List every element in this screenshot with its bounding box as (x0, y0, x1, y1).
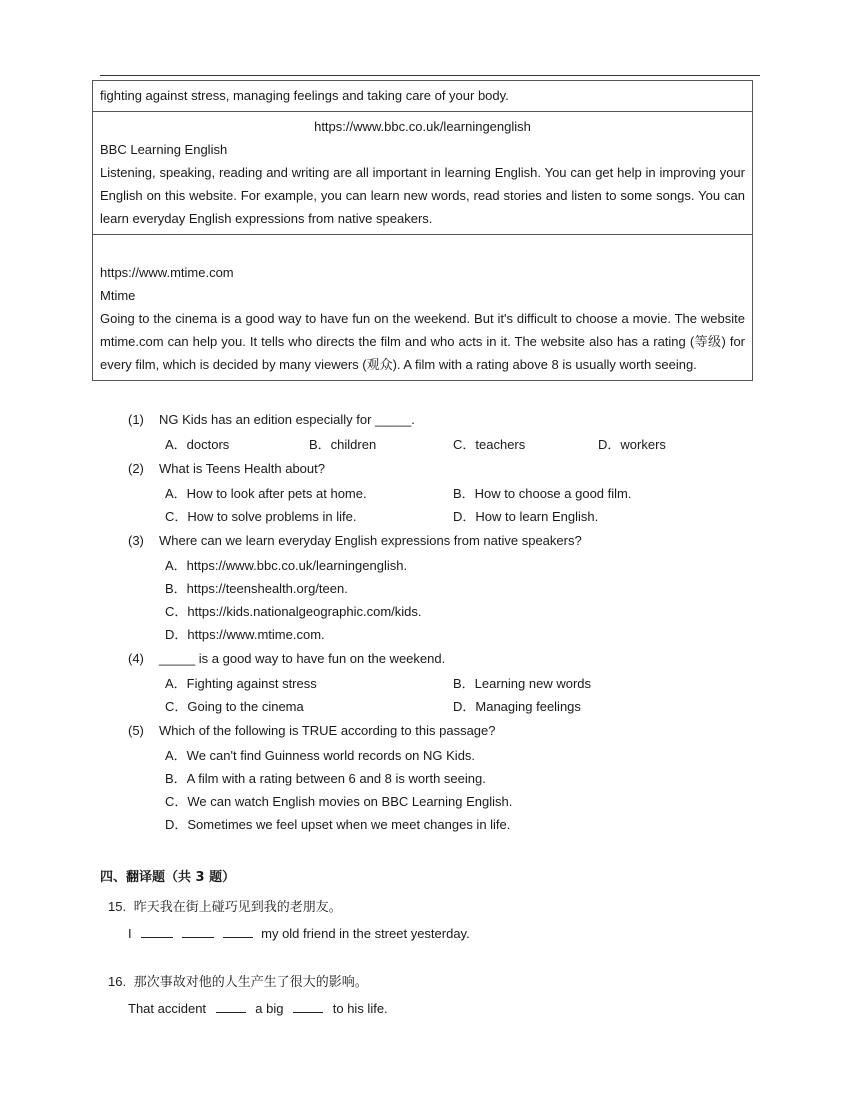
answer-blank[interactable] (223, 925, 253, 938)
question-number: (1) (128, 412, 144, 427)
option-5a[interactable]: A．We can't find Guinness world records on NG Kids. (165, 748, 476, 763)
option-3a[interactable]: A．https://www.bbc.co.uk/learningenglish. (165, 558, 408, 573)
option-4b[interactable]: B．Learning new words (453, 676, 592, 691)
question-number: (2) (128, 461, 144, 476)
sentence-part: a big (255, 1001, 284, 1016)
question-text: _____ is a good way to have fun on the weekend. (159, 651, 446, 666)
mtime-name: Mtime (100, 288, 136, 303)
question-text: Where can we learn everyday English expressions from native speakers? (159, 533, 582, 548)
option-2c[interactable]: C．How to solve problems in life. (165, 509, 357, 524)
mtime-url: https://www.mtime.com (100, 265, 234, 280)
question-2 (128, 460, 325, 478)
answer-blank[interactable] (216, 1000, 246, 1013)
sentence-part: That accident (128, 1001, 207, 1016)
chinese-sentence: 那次事故对他的人生产生了很大的影响。 (133, 975, 368, 990)
mtime-description: Going to the cinema is a good way to have fun on the weekend. But it's difficult to choose a movie. The website mtime.com can help you. It tells who directs the film and who acts in it. The website also has a rating (等级) for every film, which is decided by many viewers (观众). A film with a rating above 8 is usually worth seeing. (100, 311, 745, 372)
option-2b[interactable]: B．How to choose a good film. (453, 486, 632, 501)
passage-table (92, 80, 753, 381)
passage-row-mtime (93, 235, 753, 381)
question-5 (128, 722, 496, 740)
option-5c[interactable]: C．We can watch English movies on BBC Learning English. (165, 794, 513, 809)
passage-row (93, 81, 753, 112)
question-3 (128, 532, 582, 550)
option-1c[interactable]: C．teachers (453, 437, 526, 452)
option-1d[interactable]: D．workers (598, 437, 666, 452)
sentence-start: I (128, 926, 132, 941)
question-number: 16. (108, 974, 127, 989)
bbc-description: Listening, speaking, reading and writing are all important in learning English. You can get help in improving your English on this website. For example, you can learn new words, read stories and listen to some songs. You can learn everyday English expressions from native speakers. (100, 165, 745, 226)
option-5b[interactable]: B．A film with a rating between 6 and 8 is worth seeing. (165, 771, 486, 786)
spacer (100, 238, 745, 261)
option-1b[interactable]: B．children (309, 437, 377, 452)
option-2d[interactable]: D．How to learn English. (453, 509, 599, 524)
header-rule (100, 75, 760, 76)
option-4a[interactable]: A．Fighting against stress (165, 676, 317, 691)
question-4 (128, 650, 446, 668)
question-text: NG Kids has an edition especially for _____. (159, 412, 415, 427)
question-1 (128, 411, 415, 429)
question-16 (108, 973, 368, 992)
question-text: Which of the following is TRUE according to this passage? (159, 723, 496, 738)
option-4c[interactable]: C．Going to the cinema (165, 699, 304, 714)
option-4d[interactable]: D．Managing feelings (453, 699, 581, 714)
answer-line-15 (128, 925, 470, 943)
section-title: 四、翻译题（共 3 题） (100, 870, 236, 885)
sentence-part: to his life. (332, 1001, 388, 1016)
answer-line-16 (128, 1000, 388, 1018)
bbc-name: BBC Learning English (100, 142, 228, 157)
option-2a[interactable]: A．How to look after pets at home. (165, 486, 367, 501)
bbc-url: https://www.bbc.co.uk/learningenglish (314, 119, 531, 134)
question-number: (3) (128, 533, 144, 548)
question-number: (5) (128, 723, 144, 738)
passage-row-bbc (93, 112, 753, 235)
passage-continuation: fighting against stress, managing feelings and taking care of your body. (93, 81, 753, 112)
option-3b[interactable]: B．https://teenshealth.org/teen. (165, 581, 348, 596)
option-3c[interactable]: C．https://kids.nationalgeographic.com/kids. (165, 604, 422, 619)
question-number: 15. (108, 899, 127, 914)
question-text: What is Teens Health about? (159, 461, 325, 476)
question-number: (4) (128, 651, 144, 666)
sentence-end: my old friend in the street yesterday. (261, 926, 470, 941)
option-3d[interactable]: D．https://www.mtime.com. (165, 627, 325, 642)
chinese-sentence: 昨天我在街上碰巧见到我的老朋友。 (133, 900, 342, 915)
answer-blank[interactable] (141, 925, 173, 938)
option-1a[interactable]: A．doctors (165, 437, 230, 452)
question-15 (108, 898, 342, 917)
option-5d[interactable]: D．Sometimes we feel upset when we meet changes in life. (165, 817, 511, 832)
answer-blank[interactable] (182, 925, 214, 938)
answer-blank[interactable] (293, 1000, 323, 1013)
